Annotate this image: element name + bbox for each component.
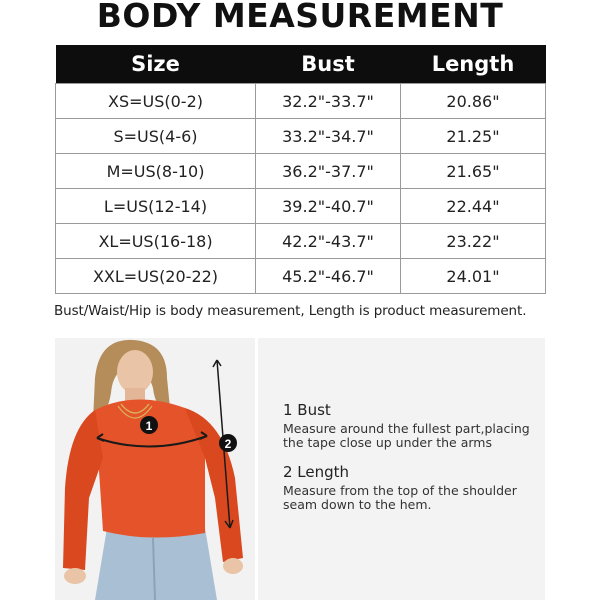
cell-bust: 32.2"-33.7": [256, 84, 401, 119]
cell-size: L=US(12-14): [56, 189, 256, 224]
bust-marker-label: 1: [145, 419, 153, 433]
sweater-illustration: [55, 338, 255, 600]
length-marker-label: 2: [224, 437, 232, 451]
cell-bust: 36.2"-37.7": [256, 154, 401, 189]
table-row: [56, 224, 546, 259]
cell-length: 21.25": [401, 119, 546, 154]
table-row: [56, 119, 546, 154]
bust-desc-line-1: Measure around the fullest part,placing: [283, 421, 530, 436]
measurement-note: Bust/Waist/Hip is body measurement, Length is product measurement.: [54, 303, 527, 319]
bust-desc-line-2: the tape close up under the arms: [283, 435, 492, 450]
size-chart-table: [55, 45, 546, 294]
cell-size: S=US(4-6): [56, 119, 256, 154]
cell-size: XXL=US(20-22): [56, 259, 256, 294]
cell-bust: 33.2"-34.7": [256, 119, 401, 154]
table-row: [56, 154, 546, 189]
header-bust: Bust: [256, 45, 401, 84]
cell-length: 24.01": [401, 259, 546, 294]
page-title: BODY MEASUREMENT: [96, 0, 504, 35]
length-desc-line-1: Measure from the top of the shoulder: [283, 483, 517, 498]
cell-bust: 42.2"-43.7": [256, 224, 401, 259]
table-row: [56, 84, 546, 119]
length-title: 2 Length: [283, 463, 350, 481]
cell-size: M=US(8-10): [56, 154, 256, 189]
cell-length: 23.22": [401, 224, 546, 259]
cell-length: 20.86": [401, 84, 546, 119]
bust-title: 1 Bust: [283, 401, 331, 419]
header-length: Length: [401, 45, 546, 84]
cell-length: 22.44": [401, 189, 546, 224]
cell-bust: 45.2"-46.7": [256, 259, 401, 294]
cell-bust: 39.2"-40.7": [256, 189, 401, 224]
cell-size: XL=US(16-18): [56, 224, 256, 259]
header-size: Size: [56, 45, 256, 84]
length-desc-line-2: seam down to the hem.: [283, 497, 432, 512]
table-header-row: [56, 45, 546, 84]
table-row: [56, 189, 546, 224]
model-photo: [55, 338, 255, 600]
cell-size: XS=US(0-2): [56, 84, 256, 119]
cell-length: 21.65": [401, 154, 546, 189]
table-row: [56, 259, 546, 294]
